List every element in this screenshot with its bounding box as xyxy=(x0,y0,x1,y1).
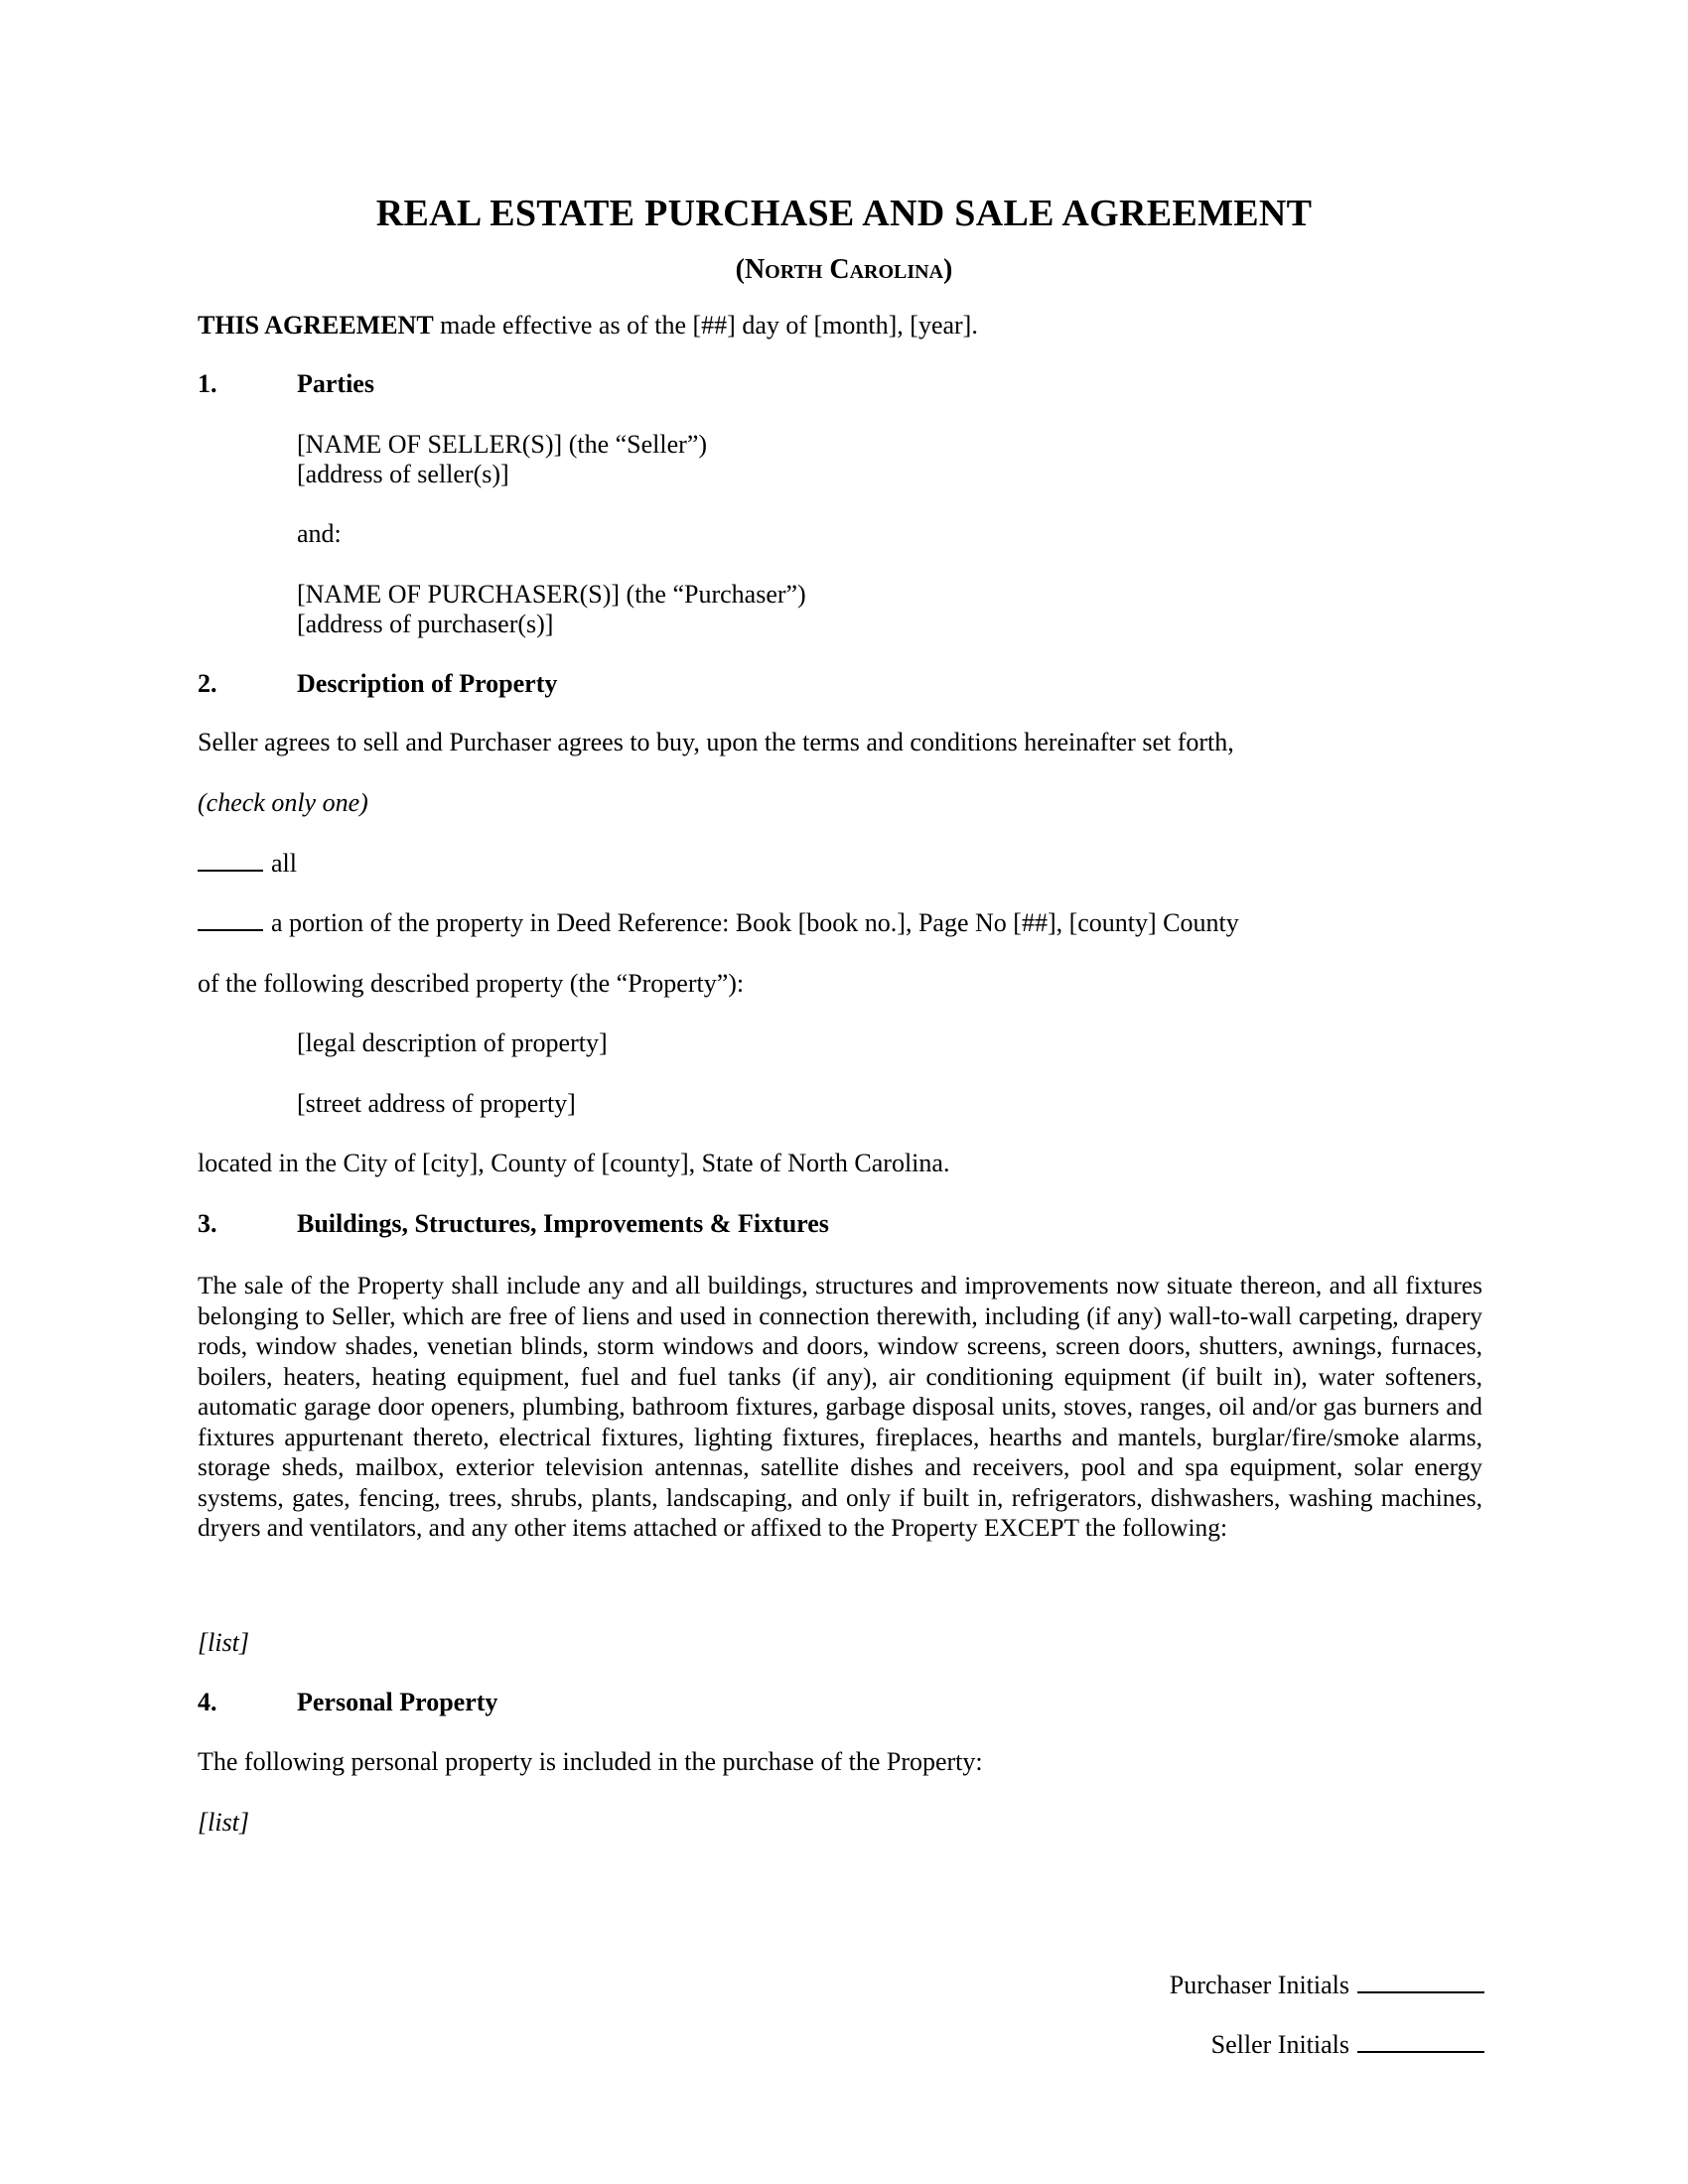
intro-text: made effective as of the [##] day of [month], [year]. xyxy=(433,311,978,340)
purchaser-initials xyxy=(1170,1971,1484,2000)
seller-initials-label: Seller Initials xyxy=(1210,2030,1349,2059)
section-3-number: 3. xyxy=(198,1209,217,1238)
section-3-list: [list] xyxy=(198,1628,250,1657)
option-all xyxy=(198,849,297,879)
and-text: and: xyxy=(297,519,342,548)
seller-name: [NAME OF SELLER(S)] (the “Seller”) xyxy=(297,430,708,459)
property-lead-text: Seller agrees to sell and Purchaser agrees to buy, upon the terms and conditions hereinafter set forth, xyxy=(198,728,1234,756)
seller-address: [address of seller(s)] xyxy=(297,460,509,488)
seller-initials xyxy=(1211,2030,1484,2060)
document-subtitle: (North Carolina) xyxy=(735,254,953,285)
section-4-number: 4. xyxy=(198,1688,217,1716)
following-text: of the following described property (the “Property”): xyxy=(198,969,745,998)
option-portion-blank[interactable] xyxy=(198,911,263,931)
section-4-list: [list] xyxy=(198,1808,250,1837)
option-portion-label: a portion of the property in Deed Reference: Book [book no.], Page No [##], [county] County xyxy=(271,908,1239,937)
section-2-number: 2. xyxy=(198,669,217,698)
intro-line xyxy=(198,311,978,341)
option-all-label: all xyxy=(271,849,297,878)
intro-bold: THIS AGREEMENT xyxy=(198,311,434,340)
document-title: REAL ESTATE PURCHASE AND SALE AGREEMENT xyxy=(375,193,1313,234)
purchaser-initials-blank[interactable] xyxy=(1357,1974,1484,1993)
check-note: (check only one) xyxy=(198,788,368,817)
seller-initials-blank[interactable] xyxy=(1357,2033,1484,2053)
option-all-blank[interactable] xyxy=(198,852,263,872)
legal-description: [legal description of property] xyxy=(297,1028,608,1057)
section-1-number: 1. xyxy=(198,369,217,398)
located-text: located in the City of [city], County of [county], State of North Carolina. xyxy=(198,1149,950,1177)
section-1-title: Parties xyxy=(297,369,374,398)
purchaser-name: [NAME OF PURCHASER(S)] (the “Purchaser”) xyxy=(297,580,806,609)
street-address: [street address of property] xyxy=(297,1089,576,1118)
section-2-title: Description of Property xyxy=(297,669,558,698)
option-portion xyxy=(198,908,1239,938)
purchaser-initials-label: Purchaser Initials xyxy=(1169,1971,1349,1999)
purchaser-address: [address of purchaser(s)] xyxy=(297,610,554,638)
section-3-title: Buildings, Structures, Improvements & Fixtures xyxy=(297,1209,829,1238)
section-4-title: Personal Property xyxy=(297,1688,498,1716)
section-4-body: The following personal property is included in the purchase of the Property: xyxy=(198,1747,983,1776)
section-3-body: The sale of the Property shall include any and all buildings, structures and improvements now situate thereon, and all fixtures belonging to Seller, which are free of liens and used in connection therewith, including (if any) wall-to-wall carpeting, drapery rods, window shades, venetian blinds, storm windows and doors, window screens, screen doors, shutters, awnings, furnaces, boilers, heaters, heating equipment, fuel and fuel tanks (if any), air conditioning equipment (if built in), water softeners, automatic garage door openers, plumbing, bathroom fixtures, garbage disposal units, stoves, ranges, oil and/or gas burners and fixtures appurtenant thereto, electrical fixtures, lighting fixtures, fireplaces, hearths and mantels, burglar/fire/smoke alarms, storage sheds, mailbox, exterior television antennas, satellite dishes and receivers, pool and spa equipment, solar energy systems, gates, fencing, trees, shrubs, plants, landscaping, and only if built in, refrigerators, dishwashers, washing machines, dryers and ventilators, and any other items attached or affixed to the Property EXCEPT the following: xyxy=(198,1272,1482,1542)
